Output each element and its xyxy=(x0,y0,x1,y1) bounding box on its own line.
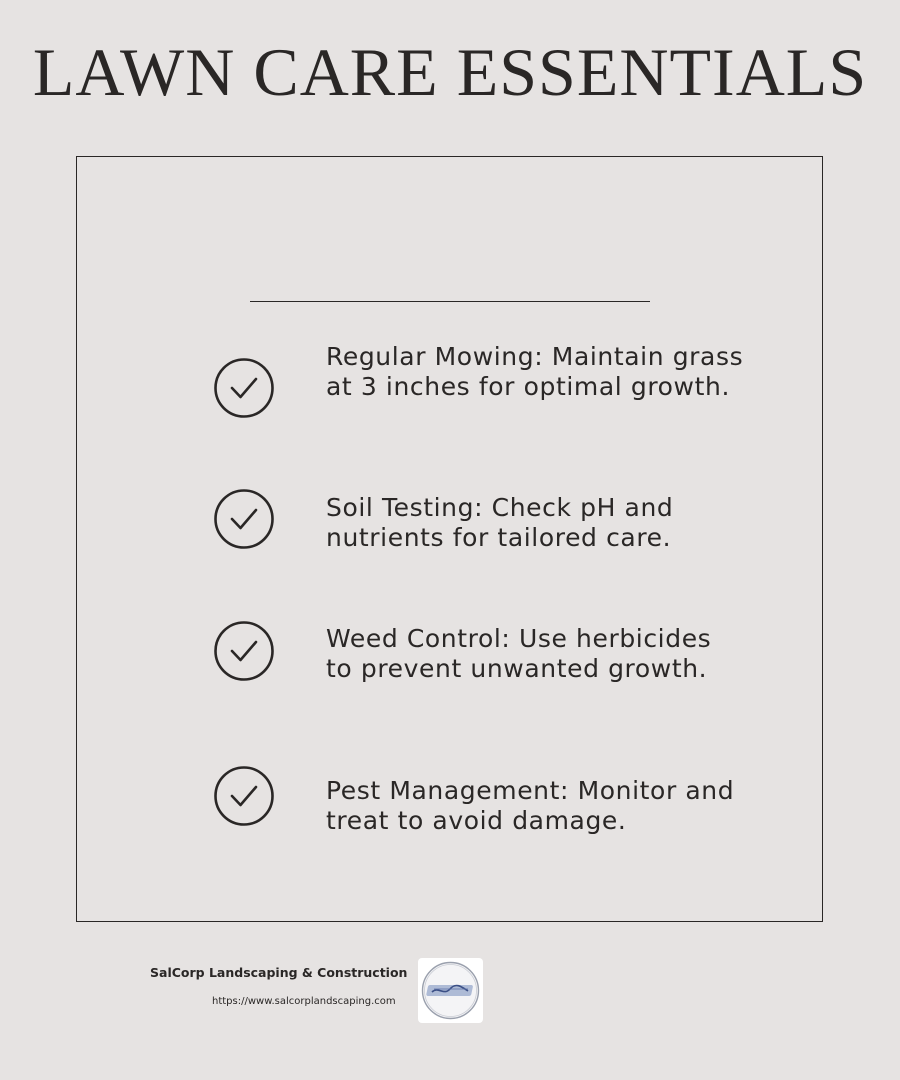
essentials-panel xyxy=(76,156,823,922)
check-circle-icon xyxy=(213,620,275,682)
check-circle-icon xyxy=(213,357,275,419)
company-name: SalCorp Landscaping & Construction xyxy=(150,965,408,980)
list-item-text: Soil Testing: Check pH and nutrients for tailored care. xyxy=(326,493,674,552)
page-title: LAWN CARE ESSENTIALS xyxy=(32,34,868,110)
divider-line xyxy=(250,301,650,302)
salcorp-logo-icon xyxy=(418,958,483,1023)
list-item-text: Regular Mowing: Maintain grass at 3 inches for optimal growth. xyxy=(326,342,744,401)
check-circle-icon xyxy=(213,488,275,550)
company-url[interactable]: https://www.salcorplandscaping.com xyxy=(212,996,396,1007)
list-item-text: Weed Control: Use herbicides to prevent unwanted growth. xyxy=(326,624,712,683)
list-item-text: Pest Management: Monitor and treat to avoid damage. xyxy=(326,776,735,835)
check-circle-icon xyxy=(213,765,275,827)
